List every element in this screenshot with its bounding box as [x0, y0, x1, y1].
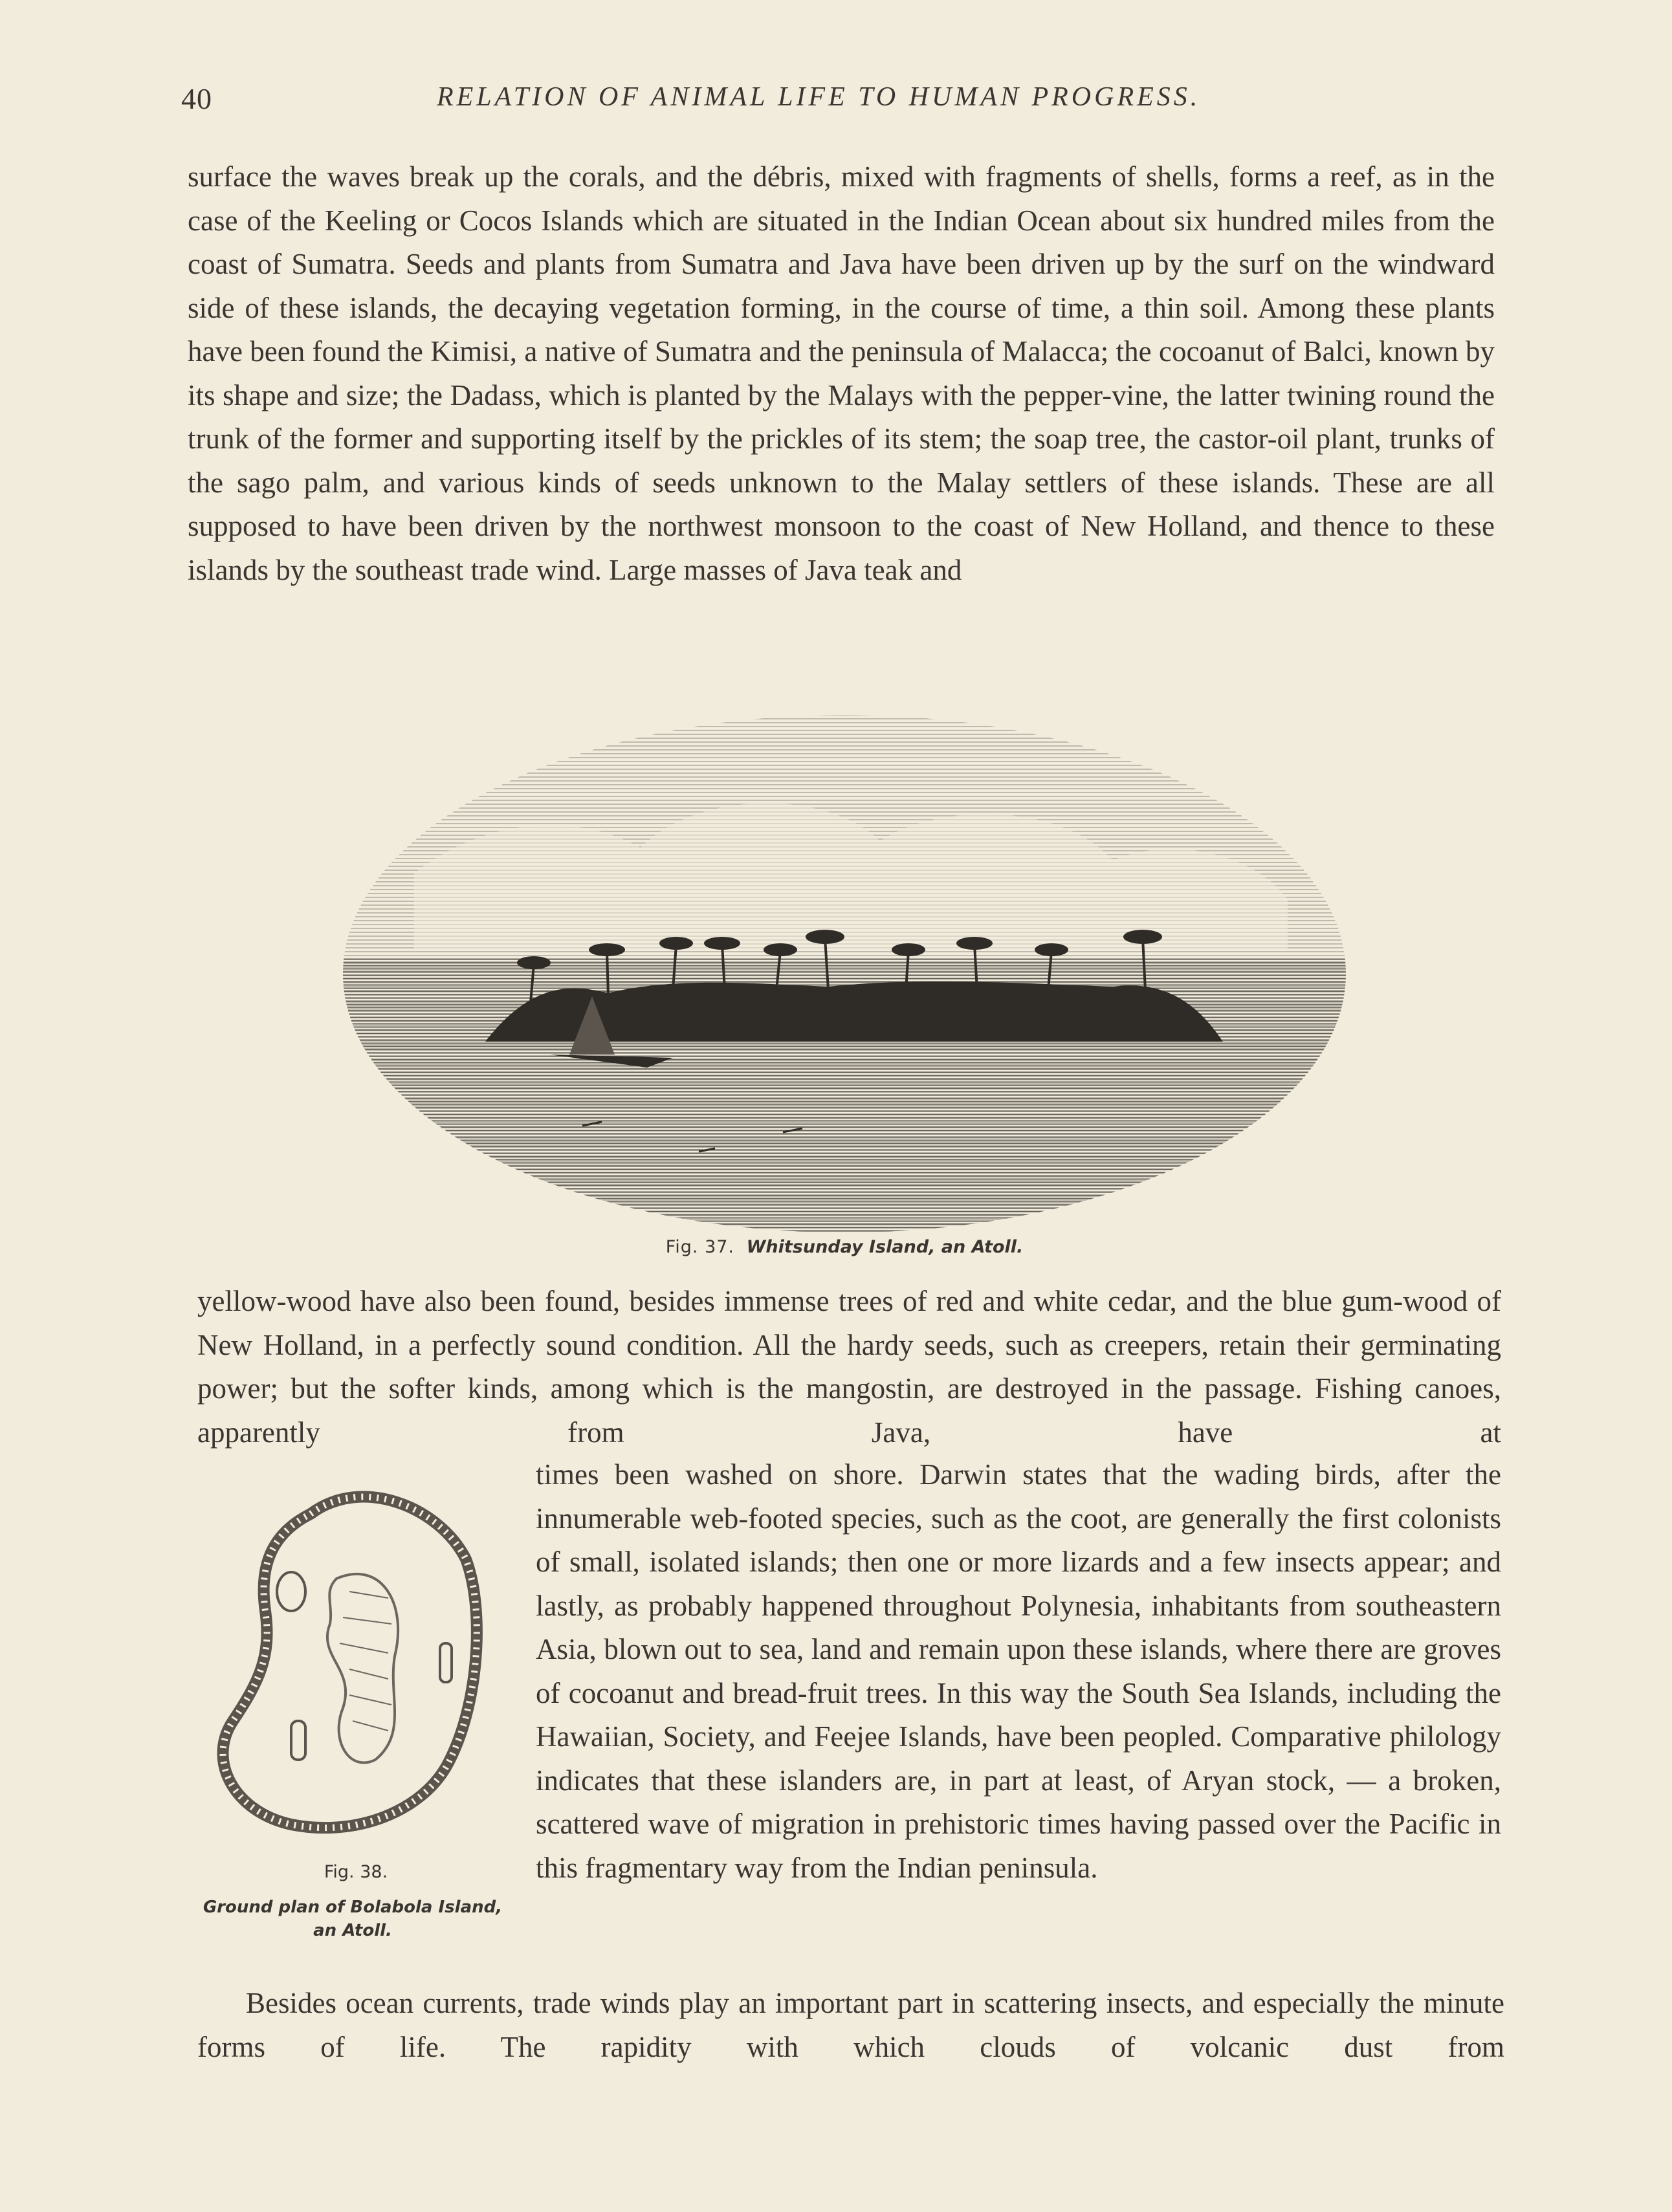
- figure-37-title: Whitsunday Island, an Atoll.: [746, 1237, 1024, 1257]
- figure-37-label: Fig. 37.: [665, 1237, 735, 1257]
- running-head: [181, 76, 1449, 128]
- figure-38-illustration: [194, 1462, 511, 1870]
- figure-37-illustration: [336, 705, 1352, 1242]
- page-number: 40: [181, 82, 212, 115]
- paragraph-3: times been washed on shore. Darwin states that the wading birds, after the innumerable web-footed species, such as the coot, are generally the first colonists of small, isolated islands; then one or more lizards and a few insects appear; and lastly, as probably happened throughout Polynesia, inhabitants from southeastern Asia, blown out to sea, land and remain upon these islands, where there are groves of cocoanut and bread-fruit trees. In this way the South Sea Islands, including the Hawaiian, Society, and Feejee Islands, have been peopled. Comparative philology indicates that these islanders are, in part at least, of Aryan stock, — a broken, scattered wave of migration in prehistoric times having passed over the Pacific in this fragmentary way from the Indian peninsula.: [536, 1458, 1501, 1884]
- paragraph-2: yellow-wood have also been found, besides immense trees of red and white cedar, and the blue gum-wood of New Holland, in a perfectly sound condition. All the hardy seeds, such as creepers, retain their germinating power; but the softer kinds, among which is the mangostin, are destroyed in the passage. Fishing canoes, apparently from Java, have at: [197, 1285, 1501, 1449]
- figure-38-label: Fig. 38.: [324, 1862, 388, 1882]
- figure-38-title: Ground plan of Bolabola Island, an Atoll.: [203, 1898, 503, 1940]
- running-title: RELATION OF ANIMAL LIFE TO HUMAN PROGRESS.: [437, 82, 1201, 112]
- paragraph-4: [197, 1982, 1504, 2069]
- paragraph-4-text: Besides ocean currents, trade winds play an important part in scattering insects, and especially the minute forms of life. The rapidity with which clouds of volcanic dust from: [197, 1987, 1504, 2063]
- figure-37-caption: [336, 1237, 1352, 1257]
- paragraph-1: surface the waves break up the corals, and the débris, mixed with fragments of shells, forms a reef, as in the case of the Keeling or Cocos Islands which are situated in the Indian Ocean about six hundred miles from the coast of Sumatra. Seeds and plants from Sumatra and Java have been driven up by the surf on the windward side of these islands, the decaying vegetation forming, in the course of time, a thin soil. Among these plants have been found the Kimisi, a native of Sumatra and the peninsula of Malacca; the cocoanut of Balci, known by its shape and size; the Dadass, which is planted by the Malays with the pepper-vine, the latter twining round the trunk of the former and supporting itself by the prickles of its stem; the soap tree, the castor-oil plant, trunks of the sago palm, and various kinds of seeds unknown to the Malay settlers of these islands. These are all supposed to have been driven by the northwest monsoon to the coast of New Holland, and thence to these islands by the southeast trade wind. Large masses of Java teak and: [188, 160, 1495, 586]
